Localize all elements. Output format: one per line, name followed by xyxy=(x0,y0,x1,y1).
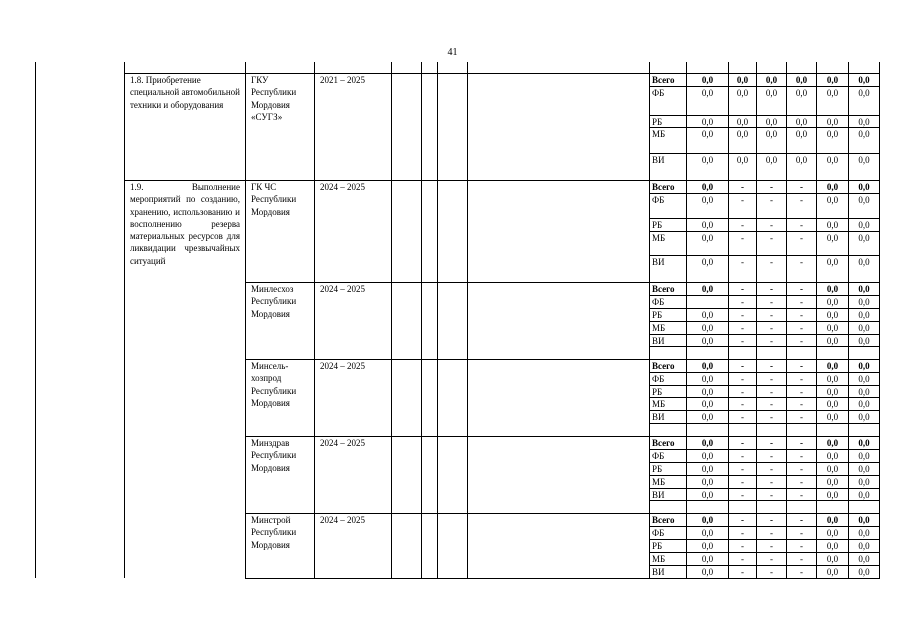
value-cell: 0,0 xyxy=(701,129,714,139)
measure-label: ВИ xyxy=(652,336,665,346)
period: 2024 – 2025 xyxy=(320,361,365,371)
measure-label: Всего xyxy=(652,438,675,448)
value-cell: - xyxy=(770,195,773,205)
measure-label: ВИ xyxy=(652,412,665,422)
value-cell: 0,0 xyxy=(701,75,714,85)
value-cell: - xyxy=(741,257,744,267)
value-cell: 0,0 xyxy=(701,451,714,461)
column-divider xyxy=(467,62,468,578)
sub-row-divider xyxy=(649,578,880,579)
value-cell: - xyxy=(800,336,803,346)
value-cell: 0,0 xyxy=(826,155,839,165)
value-cell: 0,0 xyxy=(826,387,839,397)
table-border-left xyxy=(35,62,36,578)
measure-label: Всего xyxy=(652,361,675,371)
value-cell: 0,0 xyxy=(858,336,870,346)
value-cell: 0,0 xyxy=(701,182,714,192)
measure-label: МБ xyxy=(652,477,666,487)
value-cell: - xyxy=(770,554,773,564)
value-cell: 0,0 xyxy=(795,155,808,165)
value-cell: 0,0 xyxy=(826,541,839,551)
value-cell: 0,0 xyxy=(858,155,870,165)
value-cell: - xyxy=(741,233,744,243)
column-divider xyxy=(245,73,246,578)
value-cell: - xyxy=(770,451,773,461)
value-cell: - xyxy=(741,554,744,564)
value-cell: 0,0 xyxy=(858,451,870,461)
value-cell: 0,0 xyxy=(858,323,870,333)
executor-name: Минздрав Республики Мордовия xyxy=(251,438,297,473)
value-cell: 0,0 xyxy=(701,155,714,165)
value-cell: - xyxy=(741,399,744,409)
value-cell: - xyxy=(800,387,803,397)
measure-label: РБ xyxy=(652,464,663,474)
value-cell: - xyxy=(800,490,803,500)
value-cell: - xyxy=(800,464,803,474)
value-cell: 0,0 xyxy=(858,387,870,397)
value-cell: 0,0 xyxy=(826,490,839,500)
value-cell: 0,0 xyxy=(826,554,839,564)
measure-label: ФБ xyxy=(652,374,665,384)
value-cell: 0,0 xyxy=(858,361,870,371)
value-cell: - xyxy=(770,387,773,397)
value-cell: 0,0 xyxy=(858,554,870,564)
value-cell: - xyxy=(800,284,803,294)
value-cell: - xyxy=(770,541,773,551)
column-divider xyxy=(421,73,422,578)
value-cell: 0,0 xyxy=(826,477,839,487)
value-cell: - xyxy=(800,528,803,538)
value-cell: 0,0 xyxy=(858,310,870,320)
measure-label: ФБ xyxy=(652,88,665,98)
value-cell: 0,0 xyxy=(826,129,839,139)
value-cell: - xyxy=(741,220,744,230)
column-divider xyxy=(421,62,422,73)
executor-name: Минлесхоз Республики Мордовия xyxy=(251,284,297,319)
column-divider xyxy=(314,73,315,578)
value-cell: - xyxy=(770,399,773,409)
value-cell: - xyxy=(770,257,773,267)
column-divider xyxy=(391,73,392,578)
value-cell: 0,0 xyxy=(736,129,749,139)
value-cell: 0,0 xyxy=(858,284,870,294)
column-divider xyxy=(437,62,438,578)
value-cell: 0,0 xyxy=(858,477,870,487)
value-cell: 0,0 xyxy=(765,88,778,98)
value-cell: - xyxy=(800,438,803,448)
value-cell: 0,0 xyxy=(858,412,870,422)
value-cell: - xyxy=(741,515,744,525)
value-cell: - xyxy=(800,361,803,371)
column-divider xyxy=(314,62,315,73)
value-cell: 0,0 xyxy=(701,554,714,564)
value-cell: 0,0 xyxy=(826,88,839,98)
value-cell: - xyxy=(770,477,773,487)
value-cell: - xyxy=(800,515,803,525)
value-cell: 0,0 xyxy=(826,284,839,294)
value-cell: - xyxy=(741,438,744,448)
measure-label: Всего xyxy=(652,284,675,294)
measure-label: ФБ xyxy=(652,297,665,307)
value-cell: 0,0 xyxy=(701,541,714,551)
value-cell: 0,0 xyxy=(736,117,749,127)
period: 2024 – 2025 xyxy=(320,438,365,448)
value-cell: - xyxy=(770,567,773,577)
measure-label: РБ xyxy=(652,541,663,551)
activity-name: 1.9. Выполнение мероприятий по созданию, хранению, использованию и восполнению резерва материальных ресурсов для ликвидации чрезвычайных ситуаций xyxy=(130,182,240,266)
value-cell: - xyxy=(800,567,803,577)
value-cell: 0,0 xyxy=(736,75,749,85)
value-cell: - xyxy=(741,297,744,307)
value-cell: 0,0 xyxy=(701,117,714,127)
measure-label: Всего xyxy=(652,515,675,525)
value-cell: - xyxy=(770,374,773,384)
value-cell: 0,0 xyxy=(826,297,839,307)
value-cell: 0,0 xyxy=(701,88,714,98)
measure-label: МБ xyxy=(652,233,666,243)
value-cell: - xyxy=(770,464,773,474)
value-cell: 0,0 xyxy=(858,567,870,577)
value-cell: 0,0 xyxy=(826,257,839,267)
executor-name: Минстрой Республики Мордовия xyxy=(251,515,297,550)
value-cell: 0,0 xyxy=(765,155,778,165)
value-cell: - xyxy=(741,374,744,384)
value-cell: 0,0 xyxy=(765,129,778,139)
value-cell: - xyxy=(741,284,744,294)
value-cell: - xyxy=(741,195,744,205)
value-cell: 0,0 xyxy=(701,323,714,333)
value-cell: 0,0 xyxy=(826,412,839,422)
value-cell: 0,0 xyxy=(858,233,870,243)
value-cell: - xyxy=(800,323,803,333)
value-cell: 0,0 xyxy=(858,182,870,192)
value-cell: - xyxy=(800,182,803,192)
value-cell: - xyxy=(770,220,773,230)
value-cell: - xyxy=(741,412,744,422)
period: 2024 – 2025 xyxy=(320,284,365,294)
value-cell: 0,0 xyxy=(826,75,839,85)
value-cell: - xyxy=(741,528,744,538)
value-cell: 0,0 xyxy=(826,567,839,577)
value-cell: - xyxy=(741,464,744,474)
value-cell: - xyxy=(800,220,803,230)
value-cell: - xyxy=(770,336,773,346)
value-cell: 0,0 xyxy=(858,88,870,98)
value-cell: 0,0 xyxy=(701,464,714,474)
measure-label: ВИ xyxy=(652,490,665,500)
value-cell: 0,0 xyxy=(701,361,714,371)
value-cell: - xyxy=(770,233,773,243)
period: 2021 – 2025 xyxy=(320,75,365,85)
value-cell: - xyxy=(770,438,773,448)
value-cell: - xyxy=(800,310,803,320)
measure-label: РБ xyxy=(652,310,663,320)
value-cell: - xyxy=(800,257,803,267)
value-cell: - xyxy=(741,451,744,461)
value-cell: - xyxy=(770,412,773,422)
value-cell: 0,0 xyxy=(858,117,870,127)
value-cell: 0,0 xyxy=(858,195,870,205)
value-cell: 0,0 xyxy=(858,490,870,500)
value-cell: - xyxy=(800,451,803,461)
value-cell: - xyxy=(741,567,744,577)
value-cell: 0,0 xyxy=(858,220,870,230)
value-cell: - xyxy=(770,361,773,371)
column-divider xyxy=(245,62,246,73)
value-cell: - xyxy=(770,490,773,500)
measure-label: МБ xyxy=(652,129,666,139)
measure-label: МБ xyxy=(652,323,666,333)
value-cell: 0,0 xyxy=(826,323,839,333)
value-cell: - xyxy=(741,182,744,192)
value-cell: 0,0 xyxy=(701,310,714,320)
measure-label: РБ xyxy=(652,220,663,230)
value-cell: 0,0 xyxy=(826,451,839,461)
value-cell: 0,0 xyxy=(826,336,839,346)
value-cell: - xyxy=(770,310,773,320)
sub-row-divider xyxy=(649,423,880,424)
column-divider xyxy=(391,62,392,73)
value-cell: - xyxy=(800,541,803,551)
value-cell: 0,0 xyxy=(701,399,714,409)
value-cell: - xyxy=(800,399,803,409)
value-cell: - xyxy=(800,374,803,384)
value-cell: 0,0 xyxy=(858,528,870,538)
value-cell: - xyxy=(800,554,803,564)
measure-label: РБ xyxy=(652,387,663,397)
value-cell: 0,0 xyxy=(826,438,839,448)
value-cell: 0,0 xyxy=(858,129,870,139)
value-cell: 0,0 xyxy=(858,464,870,474)
value-cell: - xyxy=(741,387,744,397)
value-cell: 0,0 xyxy=(826,195,839,205)
measure-label: ФБ xyxy=(652,195,665,205)
value-cell: 0,0 xyxy=(826,399,839,409)
executor-name: ГК ЧС Республики Мордовия xyxy=(251,182,297,217)
value-cell: 0,0 xyxy=(701,412,714,422)
period: 2024 – 2025 xyxy=(320,182,365,192)
value-cell: 0,0 xyxy=(795,129,808,139)
value-cell: - xyxy=(741,477,744,487)
value-cell: 0,0 xyxy=(701,528,714,538)
value-cell: - xyxy=(800,297,803,307)
value-cell: 0,0 xyxy=(701,515,714,525)
value-cell: - xyxy=(770,515,773,525)
period: 2024 – 2025 xyxy=(320,515,365,525)
value-cell: - xyxy=(741,490,744,500)
value-cell: 0,0 xyxy=(701,336,714,346)
value-cell: 0,0 xyxy=(826,528,839,538)
value-cell: 0,0 xyxy=(826,220,839,230)
measure-label: Всего xyxy=(652,182,675,192)
measure-label: ВИ xyxy=(652,155,665,165)
value-cell: 0,0 xyxy=(826,374,839,384)
value-cell: 0,0 xyxy=(701,438,714,448)
executor-name: Минсель-хозпрод Республики Мордовия xyxy=(251,361,297,408)
page-number: 41 xyxy=(447,47,458,58)
value-cell: 0,0 xyxy=(765,117,778,127)
value-cell: - xyxy=(741,323,744,333)
value-cell: - xyxy=(770,182,773,192)
measure-label: МБ xyxy=(652,399,666,409)
measure-label: ФБ xyxy=(652,528,665,538)
value-cell: - xyxy=(770,323,773,333)
measure-label: РБ xyxy=(652,117,663,127)
value-cell: - xyxy=(770,284,773,294)
value-cell: - xyxy=(741,361,744,371)
value-cell: 0,0 xyxy=(858,399,870,409)
column-divider xyxy=(124,62,125,578)
measure-label: ВИ xyxy=(652,257,665,267)
value-cell: - xyxy=(741,541,744,551)
value-cell: - xyxy=(770,528,773,538)
value-cell: - xyxy=(770,297,773,307)
value-cell: 0,0 xyxy=(736,155,749,165)
value-cell: 0,0 xyxy=(701,284,714,294)
measure-label: МБ xyxy=(652,554,666,564)
measure-label: ФБ xyxy=(652,451,665,461)
value-cell: 0,0 xyxy=(795,117,808,127)
value-cell: - xyxy=(800,195,803,205)
activity-name: 1.8. Приобретение специальной автомобильной техники и оборудования xyxy=(130,75,240,110)
value-cell: 0,0 xyxy=(701,220,714,230)
value-cell: 0,0 xyxy=(736,88,749,98)
value-cell: 0,0 xyxy=(826,182,839,192)
value-cell: 0,0 xyxy=(826,117,839,127)
value-cell: 0,0 xyxy=(795,88,808,98)
value-cell: 0,0 xyxy=(701,195,714,205)
value-cell: - xyxy=(741,336,744,346)
value-cell: 0,0 xyxy=(701,257,714,267)
value-cell: 0,0 xyxy=(858,374,870,384)
value-cell: - xyxy=(741,310,744,320)
value-cell: 0,0 xyxy=(701,490,714,500)
value-cell: 0,0 xyxy=(826,361,839,371)
value-cell: 0,0 xyxy=(701,387,714,397)
measure-label: Всего xyxy=(652,75,675,85)
value-cell: 0,0 xyxy=(826,464,839,474)
value-cell: - xyxy=(800,477,803,487)
value-cell: - xyxy=(800,233,803,243)
value-cell: 0,0 xyxy=(858,515,870,525)
value-cell: 0,0 xyxy=(701,233,714,243)
value-cell: 0,0 xyxy=(858,541,870,551)
value-cell: 0,0 xyxy=(701,374,714,384)
value-cell: 0,0 xyxy=(858,438,870,448)
value-cell: 0,0 xyxy=(795,75,808,85)
value-cell: 0,0 xyxy=(826,310,839,320)
value-cell: 0,0 xyxy=(858,257,870,267)
value-cell: 0,0 xyxy=(858,297,870,307)
value-cell: 0,0 xyxy=(858,75,870,85)
value-cell: 0,0 xyxy=(701,477,714,487)
value-cell: 0,0 xyxy=(826,233,839,243)
measure-label: ВИ xyxy=(652,567,665,577)
value-cell: 0,0 xyxy=(765,75,778,85)
executor-name: ГКУ Республики Мордовия «СУГЗ» xyxy=(251,75,297,122)
value-cell: 0,0 xyxy=(826,515,839,525)
value-cell: - xyxy=(800,412,803,422)
value-cell: 0,0 xyxy=(701,567,714,577)
